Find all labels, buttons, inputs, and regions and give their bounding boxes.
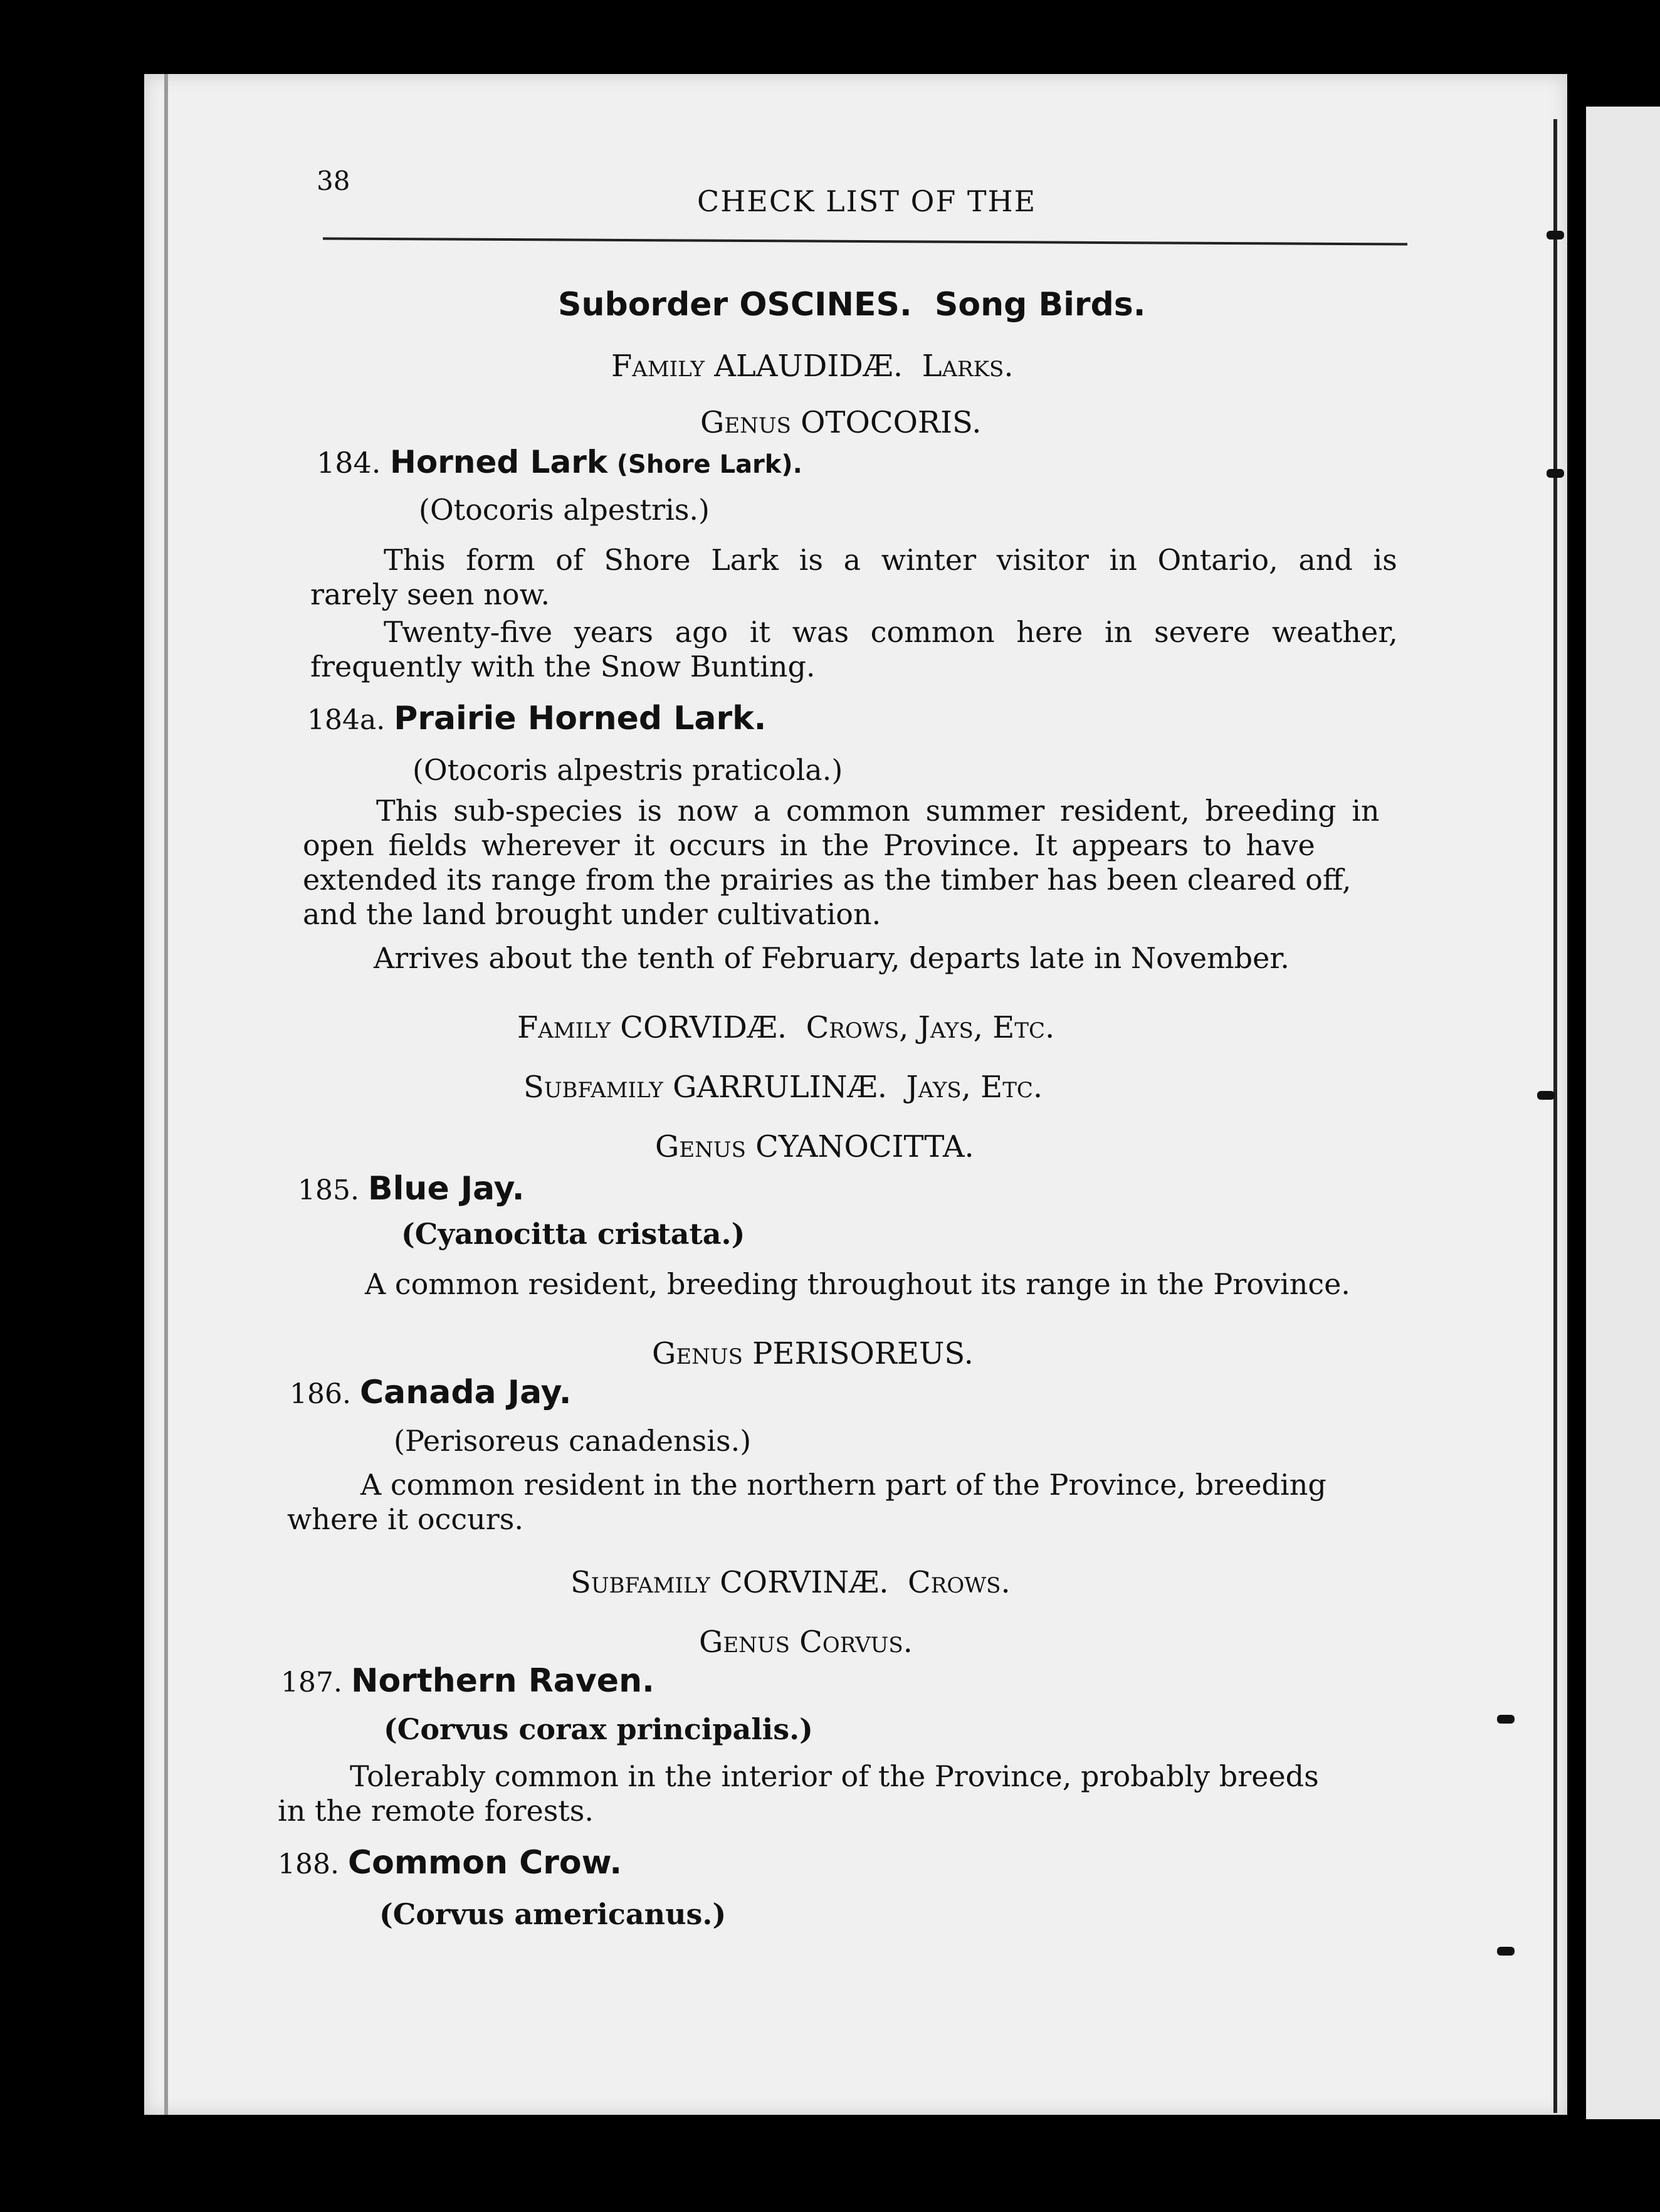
species-name: Canada Jay. <box>359 1374 572 1411</box>
description-line: where it occurs. <box>287 1502 523 1536</box>
description-line: open fields wherever it occurs in the Province. It appears to have <box>303 828 1315 862</box>
family-common: Larks. <box>922 349 1014 384</box>
genus-heading <box>700 405 982 440</box>
scientific-name: (Cyanocitta cristata.) <box>401 1217 745 1251</box>
running-title: CHECK LIST OF THE <box>697 184 1037 218</box>
description-line: rarely seen now. <box>310 577 550 611</box>
species-name: Blue Jay. <box>367 1170 525 1208</box>
page-edge-line <box>164 74 168 2115</box>
subfamily-common: Jays, Etc. <box>906 1070 1043 1105</box>
description-line: A common resident in the northern part of the Province, breeding <box>360 1468 1326 1502</box>
species-entry-184a <box>307 702 766 735</box>
species-entry-188 <box>278 1844 622 1882</box>
genus-heading <box>655 1129 974 1164</box>
species-entry-187 <box>281 1662 654 1700</box>
species-entry-184 <box>317 446 802 478</box>
species-name: Common Crow. <box>347 1844 622 1882</box>
species-number: 188. <box>278 1848 339 1880</box>
suborder-label: Suborder <box>558 286 728 324</box>
species-name: Prairie Horned Lark. <box>394 700 767 737</box>
species-alt-name: (Shore Lark). <box>616 450 802 479</box>
genus-heading <box>699 1625 913 1660</box>
genus-label: Genus <box>699 1625 790 1660</box>
species-number: 185. <box>298 1174 359 1206</box>
subfamily-label: Subfamily <box>523 1070 663 1105</box>
family-label: Family <box>517 1010 611 1045</box>
suborder-name: OSCINES. <box>739 286 912 324</box>
description-line: Twenty-five years ago it was common here in severe weather, <box>384 615 1398 649</box>
suborder-heading <box>558 286 1146 324</box>
genus-name: PERISOREUS. <box>752 1336 974 1371</box>
binding-stitch <box>1497 1947 1515 1956</box>
species-number: 184. <box>317 446 381 480</box>
description-line: extended its range from the prairies as the timber has been cleared off, <box>303 863 1352 897</box>
description-line: frequently with the Snow Bunting. <box>310 650 816 683</box>
genus-heading <box>652 1336 974 1371</box>
family-common: Crows, Jays, Etc. <box>806 1010 1055 1045</box>
subfamily-name: GARRULINÆ. <box>673 1070 887 1105</box>
species-name: Horned Lark <box>390 444 608 480</box>
suborder-common: Song Birds. <box>934 286 1146 324</box>
binding-stitch <box>1537 1091 1555 1100</box>
scientific-name: (Otocoris alpestris.) <box>419 493 710 527</box>
page-number: 38 <box>317 166 350 196</box>
family-heading <box>517 1010 1055 1045</box>
scientific-name: (Corvus americanus.) <box>379 1897 727 1931</box>
binding-thread <box>1553 119 1557 2113</box>
facing-page-edge <box>1586 107 1660 2119</box>
subfamily-name: CORVINÆ. <box>720 1565 889 1600</box>
binding-stitch <box>1547 469 1564 478</box>
species-number: 187. <box>281 1667 342 1698</box>
genus-name: CYANOCITTA. <box>755 1129 974 1164</box>
genus-label: Genus <box>700 405 791 440</box>
scientific-name: (Otocoris alpestris praticola.) <box>412 753 843 787</box>
family-label: Family <box>611 349 705 384</box>
species-entry-185 <box>298 1170 525 1208</box>
species-number: 186. <box>290 1378 351 1410</box>
description-line: This sub-species is now a common summer resident, breeding in <box>376 794 1380 828</box>
scientific-name: (Corvus corax principalis.) <box>384 1712 813 1746</box>
description-line: in the remote forests. <box>278 1794 594 1828</box>
species-name: Northern Raven. <box>350 1662 654 1700</box>
scientific-name: (Perisoreus canadensis.) <box>394 1424 752 1458</box>
species-entry-186 <box>290 1376 571 1409</box>
genus-label: Genus <box>655 1129 746 1164</box>
species-number: 184a. <box>307 704 386 736</box>
family-name: ALAUDIDÆ. <box>714 349 903 384</box>
genus-label: Genus <box>652 1336 743 1371</box>
description-line: Arrives about the tenth of February, departs late in November. <box>374 941 1290 975</box>
family-name: CORVIDÆ. <box>620 1010 787 1045</box>
family-heading <box>611 349 1014 384</box>
subfamily-label: Subfamily <box>570 1565 710 1600</box>
description-line: and the land brought under cultivation. <box>303 897 881 931</box>
description-line: This form of Shore Lark is a winter visitor in Ontario, and is <box>384 543 1397 577</box>
description-line: Tolerably common in the interior of the Province, probably breeds <box>350 1759 1319 1793</box>
binding-stitch <box>1547 231 1564 240</box>
subfamily-heading <box>570 1567 1011 1598</box>
genus-name: Corvus. <box>799 1625 913 1660</box>
binding-stitch <box>1497 1715 1515 1724</box>
subfamily-common: Crows. <box>908 1565 1011 1600</box>
subfamily-heading <box>523 1070 1043 1105</box>
genus-name: OTOCORIS. <box>801 405 982 440</box>
description-line: A common resident, breeding throughout its range in the Province. <box>365 1267 1350 1301</box>
